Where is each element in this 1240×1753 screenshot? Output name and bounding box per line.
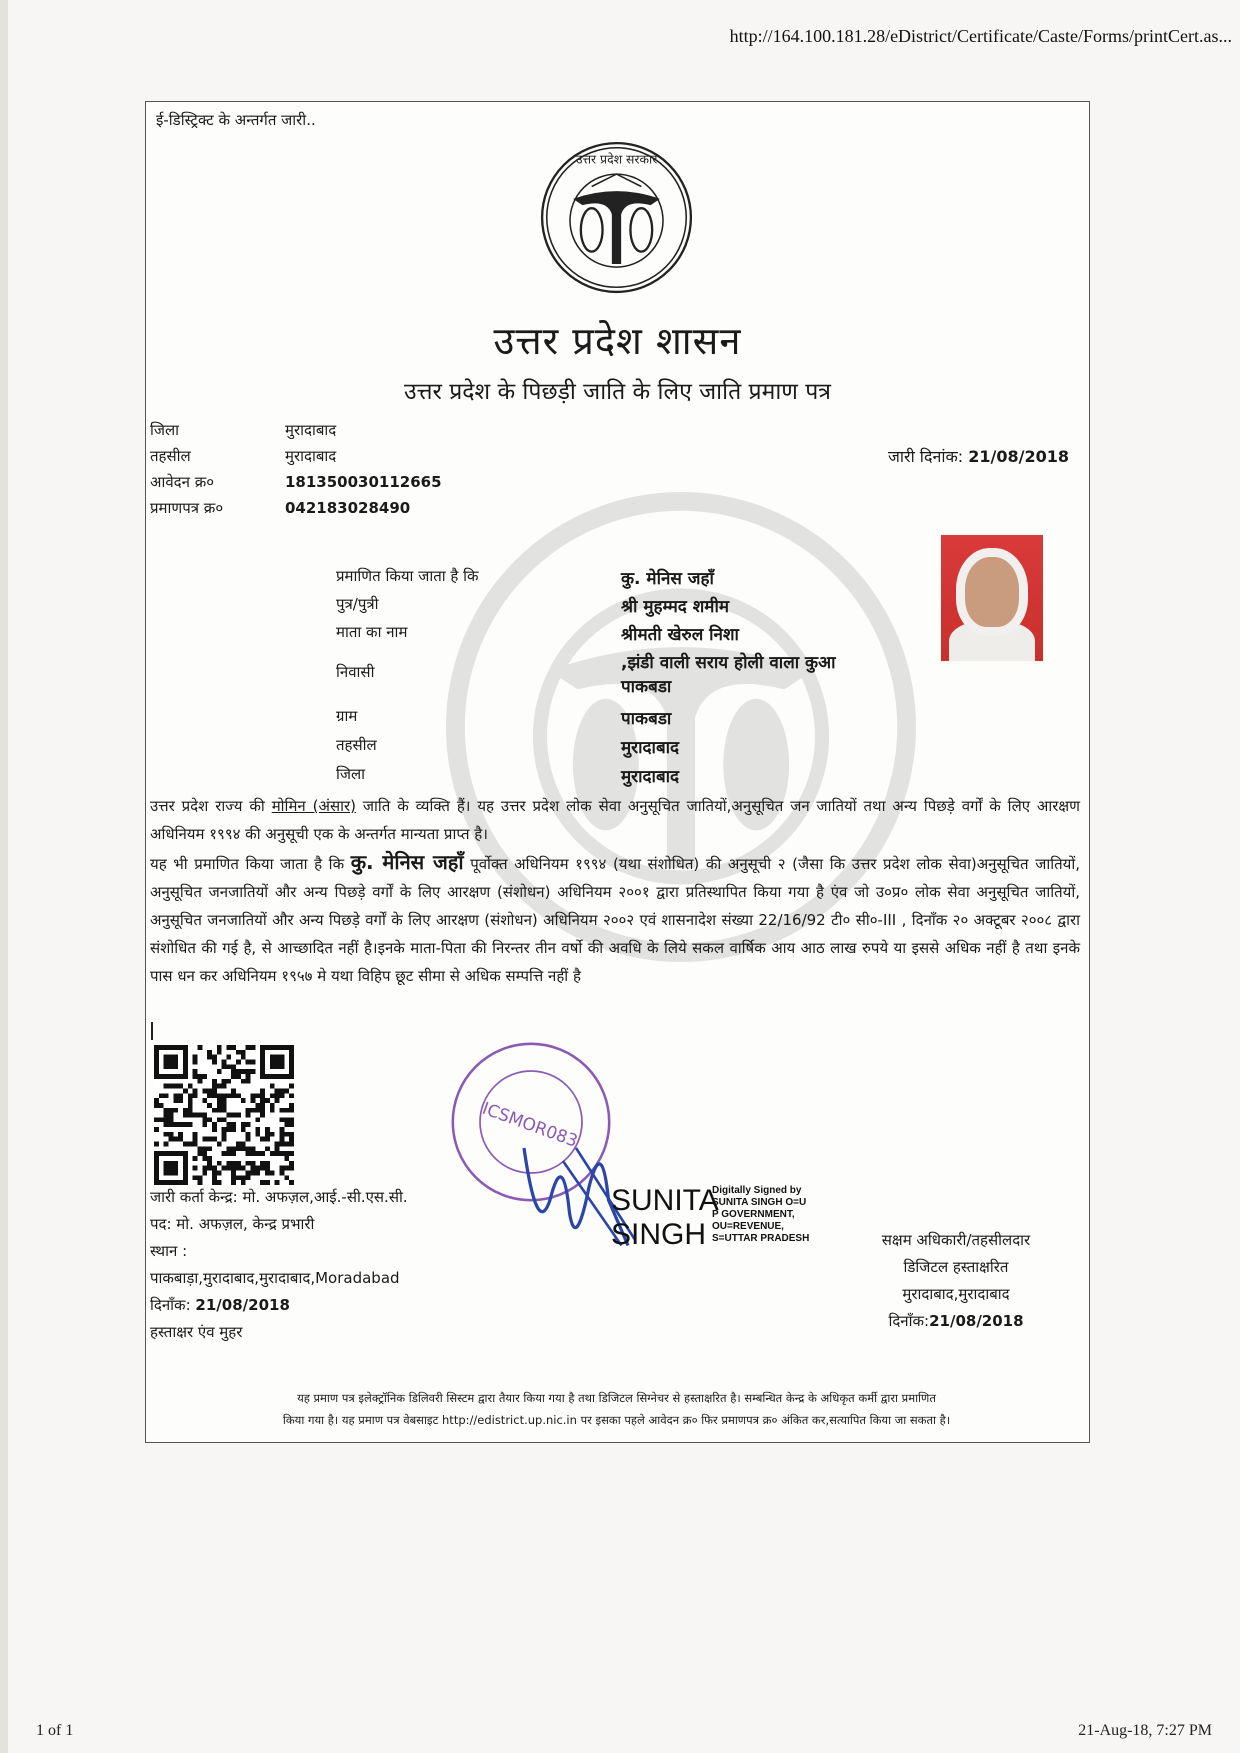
meta-label: प्रमाणपत्र क्र० <box>150 499 224 517</box>
officer-place: मुरादाबाद,मुरादाबाद <box>902 1285 1010 1303</box>
issue-date-label: जारी दिनांक: <box>888 447 964 466</box>
meta-label: आवेदन क्र० <box>150 473 215 491</box>
detail-label: माता का नाम <box>336 623 408 641</box>
issued-under-text: ई-डिस्ट्रिक्ट के अन्तर्गत जारी.. <box>156 111 316 129</box>
detail-value: पाकबडा <box>621 709 672 729</box>
photo-body <box>949 621 1035 661</box>
meta-tehsil <box>150 446 336 466</box>
applicant-photo <box>941 535 1043 661</box>
meta-label: तहसील <box>150 447 191 465</box>
para1-suffix: जाति के व्यक्ति हैं। यह उत्तर प्रदेश लोक सेवा अनुसूचित जातियों,अनुसूचित जन जातियों तथा अन्य पिछड़े वर्गों के लिए आरक्षण अधिनियम १९९४ की अनुसूची एक के अन्तर्गत मान्यता प्राप्त है। <box>150 797 1080 843</box>
caste-statement <box>150 792 1080 848</box>
digital-signature-name <box>611 1184 719 1252</box>
issuer-date-label: दिनाँक: <box>150 1296 191 1314</box>
certificate-subtitle: उत्तर प्रदेश के पिछड़ी जाति के लिए जाति प्रमाण पत्र <box>403 379 831 405</box>
issuer-place-label: स्थान : <box>150 1242 188 1260</box>
detail-value: श्रीमती खेरुल निशा <box>621 625 739 645</box>
verification-note-line2: किया गया है। यह प्रमाण पत्र वेबसाइट http://edistrict.up.nic.in पर इसका पहले आवेदन क्र० फिर प्रमाणपत्र क्र० अंकित कर,सत्यापित किया जा सकता है। <box>282 1413 951 1427</box>
page-indicator: 1 of 1 <box>36 1722 74 1739</box>
meta-application-no <box>150 472 442 492</box>
para2-prefix: यह भी प्रमाणित किया जाता है कि <box>150 855 351 873</box>
dsig-info-line: P GOVERNMENT, <box>712 1209 795 1220</box>
detail-value: मुरादाबाद <box>621 767 680 787</box>
meta-district <box>150 420 336 440</box>
detail-label: निवासी <box>336 663 375 681</box>
qr-code-icon <box>154 1045 294 1185</box>
meta-value: 181350030112665 <box>285 473 442 491</box>
detail-value: कु. मेनिस जहाँ <box>621 569 714 589</box>
detail-label: प्रमाणित किया जाता है कि <box>336 567 479 585</box>
dsig-info-line: OU=REVENUE, <box>712 1221 784 1232</box>
issuer-center: जारी कर्ता केन्द्र: मो. अफज़ल,आई.-सी.एस.सी. <box>150 1188 408 1206</box>
issue-date <box>888 445 1069 467</box>
detail-label: जिला <box>336 765 366 783</box>
dsig-name-line2: SINGH <box>611 1218 707 1251</box>
officer-title: सक्षम अधिकारी/तहसीलदार <box>881 1231 1031 1249</box>
digital-signature-info <box>712 1185 809 1245</box>
verification-note <box>154 1387 1079 1431</box>
creamy-layer-statement <box>150 848 1080 990</box>
stamp-text: ICSMOR083 <box>479 1098 581 1152</box>
svg-text:उत्तर प्रदेश सरकार: उत्तर प्रदेश सरकार <box>575 151 658 167</box>
caste-certificate <box>145 101 1090 1443</box>
certificate-title: उत्तर प्रदेश शासन <box>493 319 742 363</box>
page-edge <box>0 0 8 1753</box>
detail-label: पुत्र/पुत्री <box>336 595 379 613</box>
para1-prefix: उत्तर प्रदेश राज्य की <box>150 797 272 815</box>
dsig-info-line: SUNITA SINGH O=U <box>712 1197 807 1208</box>
page-url: http://164.100.181.28/eDistrict/Certificate/Caste/Forms/printCert.as... <box>729 26 1232 46</box>
para2-suffix: पूर्वोक्त अधिनियम १९९४ (यथा संशोधित) की अनुसूची २ (जैसा कि उत्तर प्रदेश लोक सेवा)अनुसूचित जातियों, अनुसूचित जनजातियों और अन्य पिछड़े वर्गों के लिए आरक्षण (संशोधन) अधिनियम २००१ द्वारा प्रतिस्थापित किया गया है एंव जो उ०प्र० लोक सेवा अनुसूचित जातियों, अनुसूचित जनजातियों और अन्य पिछड़े वर्गों के लिए आरक्षण (संशोधन) अधिनियम २००२ एवं शासनादेश संख्या 22/16/92 टी० सी०-III , दिनाँक २० अक्टूबर २००८ द्वारा संशोधित की गई है, से आच्छादित नहीं है।इनके माता-पिता की निरन्तर तीन वर्षो की अवधि के लिये सकल वार्षिक आय आठ लाख रुपये या इससे अधिक नहीं है तथा इनके पास धन कर अधिनियम १९५७ मे यथा विहिप छूट सीमा से अधिक सम्पत्ति नहीं है <box>150 855 1080 985</box>
officer-signed: डिजिटल हस्ताक्षरित <box>903 1258 1009 1276</box>
signing-officer <box>846 1227 1066 1335</box>
issuer-post: पद: मो. अफज़ल, केन्द्र प्रभारी <box>150 1215 315 1233</box>
issuer-sign-label: हस्ताक्षर एंव मुहर <box>150 1323 243 1341</box>
print-timestamp: 21-Aug-18, 7:27 PM <box>1078 1722 1212 1739</box>
caste-name: मोमिन (अंसार) <box>271 797 356 815</box>
detail-label: ग्राम <box>336 707 358 725</box>
text-cursor-mark <box>151 1022 153 1040</box>
dsig-info-line: S=UTTAR PRADESH <box>712 1233 810 1244</box>
detail-label: तहसील <box>336 736 377 754</box>
detail-value: श्री मुहम्मद शमीम <box>621 597 730 617</box>
applicant-name: कु. मेनिस जहाँ <box>350 850 464 874</box>
photo-face <box>965 557 1019 627</box>
dsig-info-line: Digitally Signed by <box>712 1185 802 1196</box>
officer-date-label: दिनाँक: <box>888 1312 930 1330</box>
detail-value: ,झंडी वाली सराय होली वाला कुआ <box>621 653 836 673</box>
meta-label: जिला <box>150 421 180 439</box>
officer-date-value: 21/08/2018 <box>929 1312 1024 1330</box>
meta-certificate-no <box>150 498 410 518</box>
issuer-date <box>150 1295 290 1315</box>
issuer-place: पाकबाड़ा,मुरादाबाद,मुरादाबाद,Moradabad <box>150 1269 400 1287</box>
verification-note-line1: यह प्रमाण पत्र इलेक्ट्रॉनिक डिलिवरी सिस्टम द्वारा तैयार किया गया है तथा डिजिटल सिग्नेचर से हस्ताक्षरित है। सम्बन्धित केन्द्र के अधिकृत कर्मी द्वारा प्रमाणित <box>297 1391 936 1405</box>
meta-value: 042183028490 <box>285 499 411 517</box>
officer-date <box>846 1308 1066 1335</box>
issue-date-value: 21/08/2018 <box>968 447 1069 466</box>
meta-value: मुरादाबाद <box>285 447 337 465</box>
detail-value-line2: पाकबडा <box>621 677 672 697</box>
issuer-date-value: 21/08/2018 <box>195 1296 290 1314</box>
meta-value: मुरादाबाद <box>285 421 337 439</box>
dsig-name-line1: SUNITA <box>611 1184 719 1217</box>
up-emblem-icon <box>539 140 694 295</box>
detail-value: मुरादाबाद <box>621 738 680 758</box>
